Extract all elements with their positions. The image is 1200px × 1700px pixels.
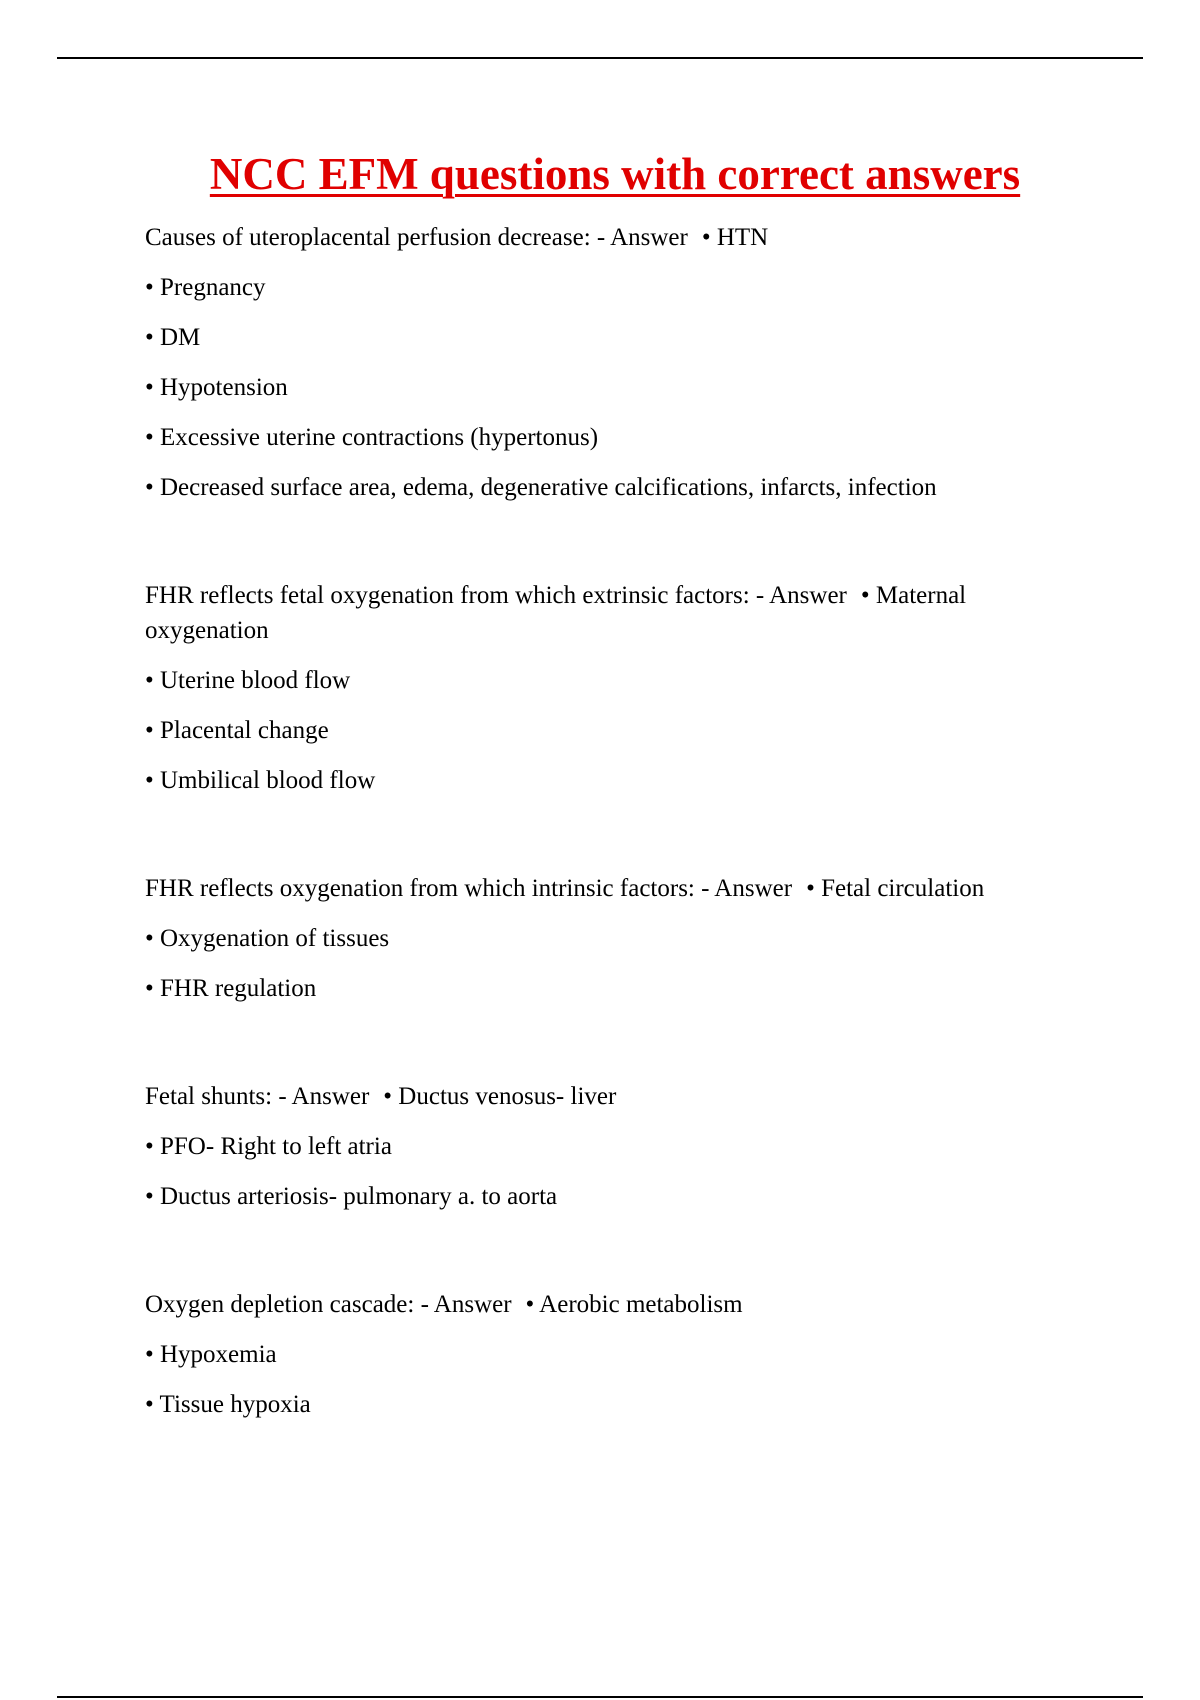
question-text: FHR reflects fetal oxygenation from which extrinsic factors: - Answer (145, 582, 847, 609)
answer-bullet: • Umbilical blood flow (145, 767, 376, 794)
question-text: FHR reflects oxygenation from which intrinsic factors: - Answer (145, 875, 793, 902)
qa-block (145, 220, 1085, 505)
answer-bullet: • Oxygenation of tissues (145, 925, 390, 952)
qa-block (145, 1079, 1085, 1214)
qa-block (145, 1287, 1085, 1422)
answer-bullet: • Tissue hypoxia (145, 1391, 311, 1418)
question-line (145, 1079, 1085, 1114)
answer-bullet: • Uterine blood flow (145, 667, 351, 694)
qa-list (145, 220, 1085, 1422)
top-rule (57, 57, 1143, 59)
question-text: Fetal shunts: - Answer (145, 1083, 370, 1110)
answer-first-item: • Aerobic metabolism (525, 1291, 743, 1318)
answer-bullet: • Hypotension (145, 374, 288, 401)
question-line (145, 1287, 1085, 1322)
question-line (145, 871, 1085, 906)
answer-first-item: • HTN (701, 224, 769, 251)
answer-bullet: • Ductus arteriosis- pulmonary a. to aorta (145, 1183, 558, 1210)
question-text: Causes of uteroplacental perfusion decrease: - Answer (145, 224, 688, 251)
answer-first-item: • Ductus venosus- liver (383, 1083, 617, 1110)
qa-block (145, 578, 1085, 798)
answer-bullet: • Decreased surface area, edema, degenerative calcifications, infarcts, infection (145, 474, 937, 501)
answer-bullet: • PFO- Right to left atria (145, 1133, 392, 1160)
answer-bullet: • Hypoxemia (145, 1341, 277, 1368)
answer-bullet: • FHR regulation (145, 975, 317, 1002)
answer-bullet: • Placental change (145, 717, 329, 744)
answer-first-item: • Maternal oxygenation (145, 582, 967, 644)
document-body (145, 140, 1085, 1495)
answer-bullet: • Excessive uterine contractions (hypertonus) (145, 424, 599, 451)
answer-bullet: • Pregnancy (145, 274, 266, 301)
answer-bullet: • DM (145, 324, 201, 351)
document-title: NCC EFM questions with correct answers (209, 149, 1021, 199)
question-line (145, 220, 1085, 255)
question-text: Oxygen depletion cascade: - Answer (145, 1291, 512, 1318)
question-line (145, 578, 1085, 648)
bottom-rule (57, 1696, 1143, 1698)
qa-block (145, 871, 1085, 1006)
answer-first-item: • Fetal circulation (806, 875, 985, 902)
